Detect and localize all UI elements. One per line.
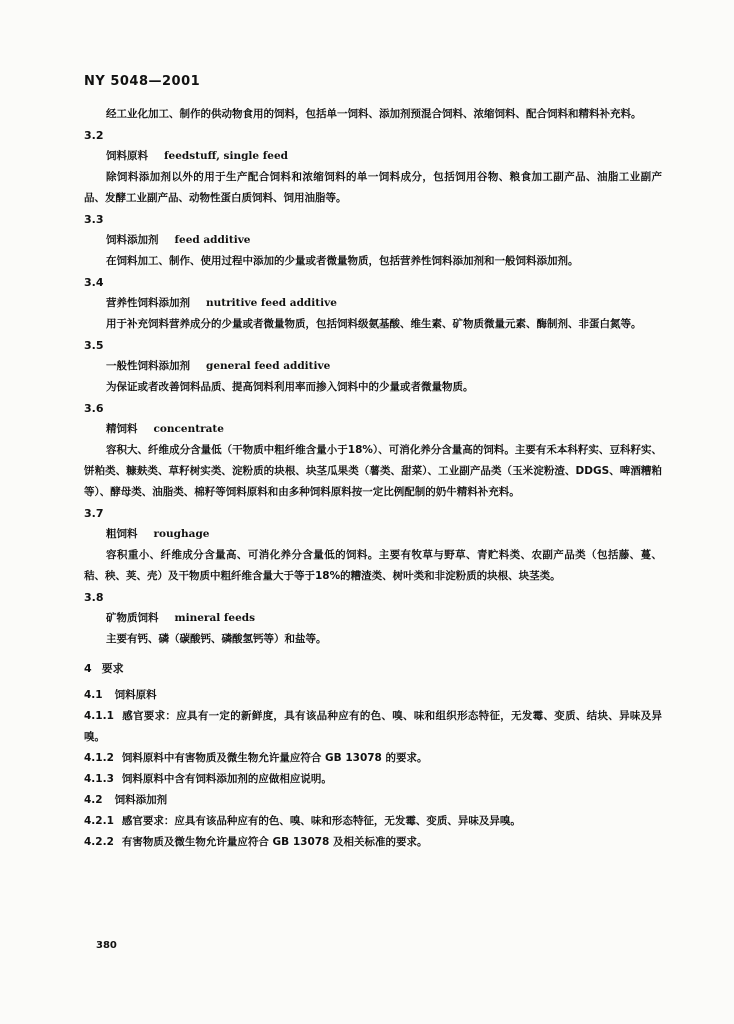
clause-number: 4.1.3 [84, 773, 114, 785]
definition-3-8 [84, 587, 662, 650]
definition-text: 容积大、纤维成分含量低（干物质中粗纤维含量小于18%）、可消化养分含量高的饲料。主要有禾本科籽实、豆科籽实、饼粕类、糠麸类、草籽树实类、淀粉质的块根、块茎瓜果类（薯类、甜菜）、工业副产品类（玉米淀粉渣、DDGS、啤酒糟粕等）、酵母类、油脂类、棉籽等饲料原料和由多种饲料原料按一定比例配制的奶牛精料补充料。 [84, 444, 662, 498]
section-heading-4 [84, 658, 662, 679]
clause-text: 感官要求：应具有该品种应有的色、嗅、味和形态特征，无发霉、变质、异味及异嗅。 [121, 815, 521, 827]
clause-4-1-2 [84, 748, 662, 769]
clause-4-1-1 [84, 706, 662, 748]
term-en: roughage [153, 528, 210, 540]
clause-number: 3.8 [84, 591, 104, 604]
clause-text: 有害物质及微生物允许量应符合 GB 13078 及相关标准的要求。 [121, 836, 428, 848]
definition-text: 除饲料添加剂以外的用于生产配合饲料和浓缩饲料的单一饲料成分，包括饲用谷物、粮食加工副产品、油脂工业副产品、发酵工业副产品、动物性蛋白质饲料、饲用油脂等。 [84, 171, 662, 204]
subsection-heading-4-1 [84, 685, 662, 706]
clause-number: 4.2.1 [84, 815, 114, 827]
document-body [84, 104, 662, 853]
term-line [84, 146, 662, 167]
clause-number: 4.1.1 [84, 710, 114, 722]
term-en: feed additive [174, 234, 251, 246]
definition-3-4 [84, 272, 662, 335]
section-number: 4 [84, 662, 92, 675]
term-zh: 一般性饲料添加剂 [106, 360, 190, 372]
term-zh: 饲料添加剂 [106, 234, 159, 246]
clause-number: 3.2 [84, 129, 104, 142]
clause-text: 感官要求：应具有一定的新鲜度，具有该品种应有的色、嗅、味和组织形态特征，无发霉、变质、结块、异味及异嗅。 [84, 710, 662, 743]
clause-number: 4.1.2 [84, 752, 114, 764]
clause-text: 饲料原料中有害物质及微生物允许量应符合 GB 13078 的要求。 [121, 752, 428, 764]
term-line [84, 419, 662, 440]
term-zh: 营养性饲料添加剂 [106, 297, 190, 309]
term-en: feedstuff, single feed [164, 150, 288, 162]
term-zh: 矿物质饲料 [106, 612, 159, 624]
definition-3-6 [84, 398, 662, 503]
clause-number: 4.2.2 [84, 836, 114, 848]
clause-4-2-1 [84, 811, 662, 832]
term-line [84, 230, 662, 251]
definition-text: 为保证或者改善饲料品质、提高饲料利用率而掺入饲料中的少量或者微量物质。 [106, 381, 474, 393]
term-line [84, 356, 662, 377]
term-zh: 粗饲料 [106, 528, 138, 540]
subsection-number: 4.1 [84, 689, 103, 701]
subsection-title: 饲料添加剂 [114, 794, 168, 806]
term-en: concentrate [153, 423, 224, 435]
clause-number: 3.3 [84, 213, 104, 226]
page-number: 380 [96, 940, 117, 951]
term-en: general feed additive [206, 360, 331, 372]
clause-number: 3.6 [84, 402, 104, 415]
term-line [84, 524, 662, 545]
definition-text: 用于补充饲料营养成分的少量或者微量物质，包括饲料级氨基酸、维生素、矿物质微量元素、酶制剂、非蛋白氮等。 [106, 318, 642, 330]
definition-3-2 [84, 125, 662, 209]
subsection-title: 饲料原料 [114, 689, 157, 701]
subsection-heading-4-2 [84, 790, 662, 811]
definition-text: 主要有钙、磷（碳酸钙、磷酸氢钙等）和盐等。 [106, 633, 327, 645]
definition-3-5 [84, 335, 662, 398]
term-line [84, 293, 662, 314]
term-line [84, 608, 662, 629]
definition-text: 容积重小、纤维成分含量高、可消化养分含量低的饲料。主要有牧草与野草、青贮料类、农副产品类（包括藤、蔓、秸、秧、荚、壳）及干物质中粗纤维含量大于等于18%的糟渣类、树叶类和非淀粉质的块根、块茎类。 [84, 549, 662, 582]
definition-3-3 [84, 209, 662, 272]
definition-3-7 [84, 503, 662, 587]
intro-paragraph: 经工业化加工、制作的供动物食用的饲料，包括单一饲料、添加剂预混合饲料、浓缩饲料、配合饲料和精料补充料。 [106, 108, 642, 120]
clause-number: 3.7 [84, 507, 104, 520]
standard-header: NY 5048—2001 [84, 74, 201, 89]
term-zh: 精饲料 [106, 423, 138, 435]
term-en: nutritive feed additive [206, 297, 337, 309]
clause-number: 3.4 [84, 276, 104, 289]
subsection-number: 4.2 [84, 794, 103, 806]
clause-4-2-2 [84, 832, 662, 853]
definition-text: 在饲料加工、制作、使用过程中添加的少量或者微量物质，包括营养性饲料添加剂和一般饲料添加剂。 [106, 255, 579, 267]
term-zh: 饲料原料 [106, 150, 148, 162]
clause-number: 3.5 [84, 339, 104, 352]
section-title: 要求 [101, 662, 124, 675]
clause-text: 饲料原料中含有饲料添加剂的应做相应说明。 [121, 773, 332, 785]
term-en: mineral feeds [174, 612, 256, 624]
clause-4-1-3 [84, 769, 662, 790]
